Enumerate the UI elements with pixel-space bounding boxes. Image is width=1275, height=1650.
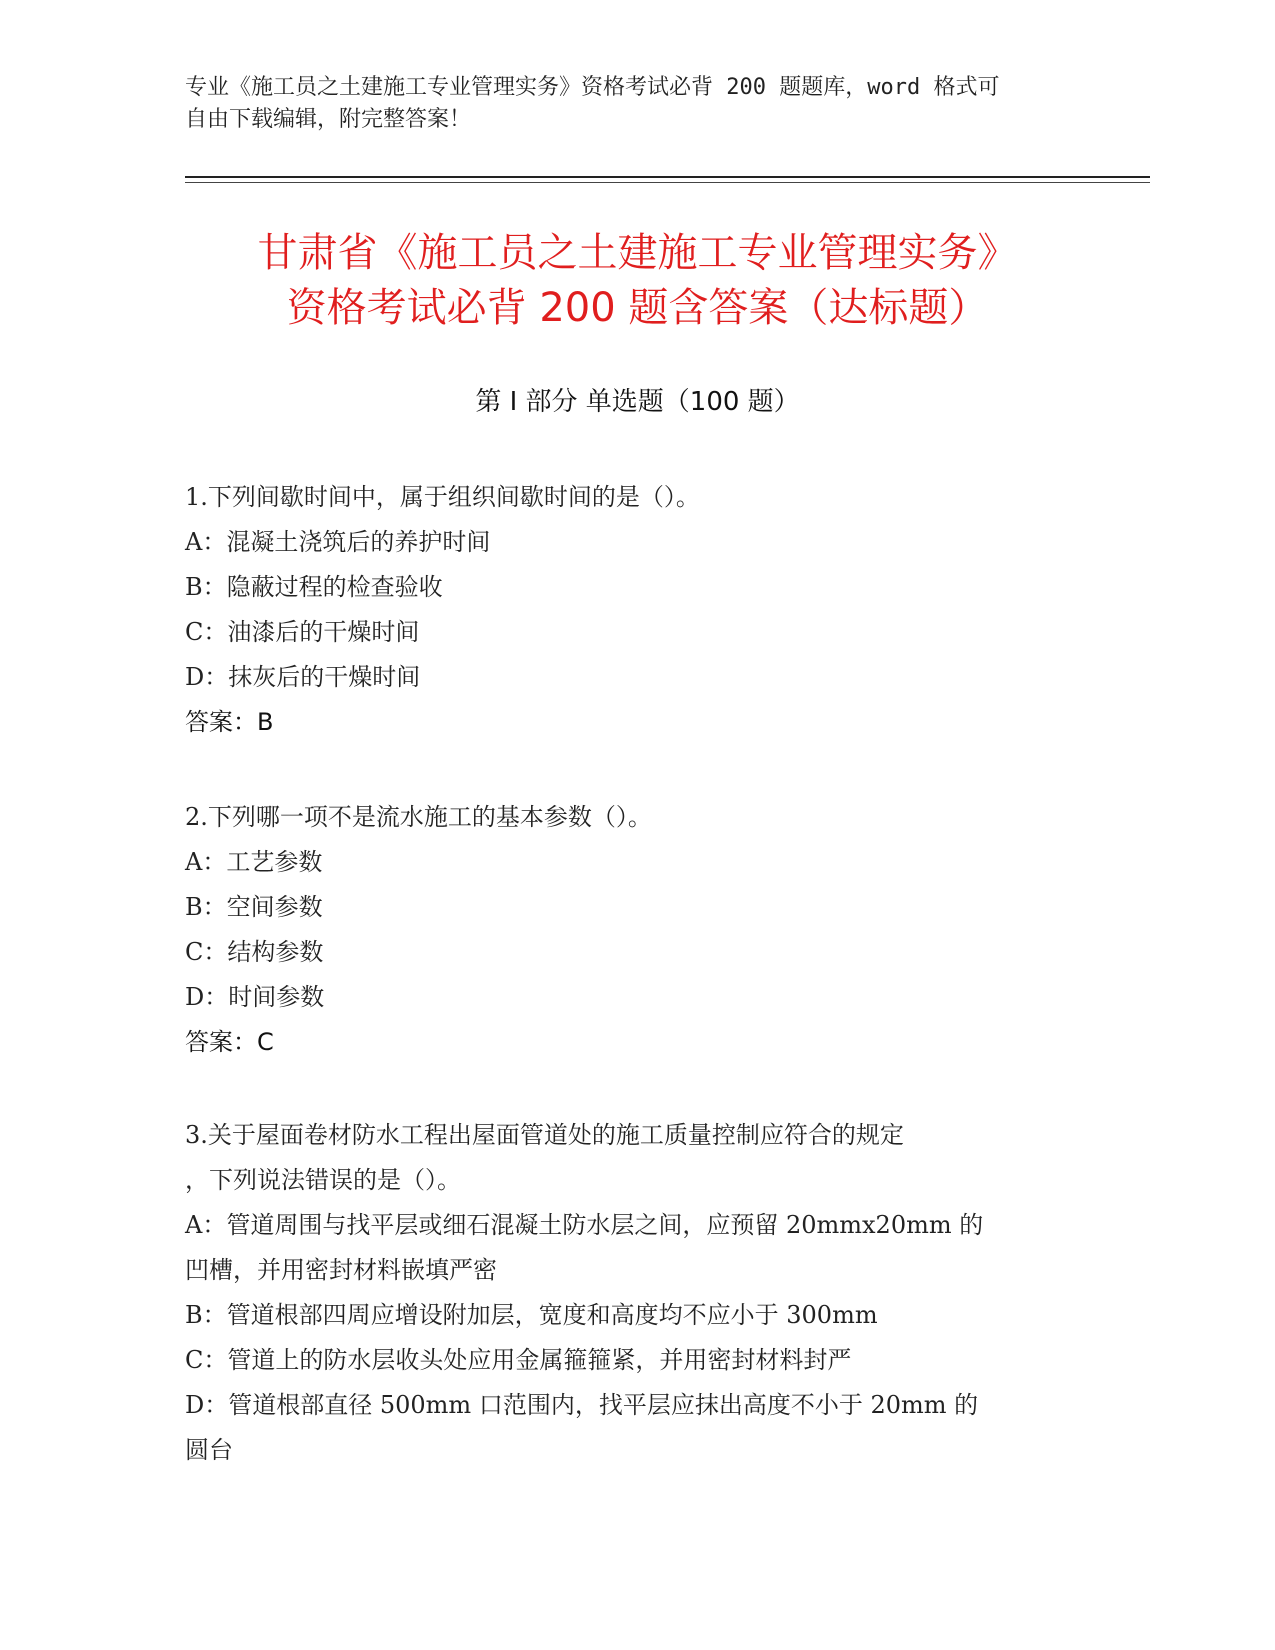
header-note-line: 专业《施工员之土建施工专业管理实务》资格考试必背 200 题题库，word 格式可: [185, 75, 1000, 100]
header-note: [185, 72, 1065, 136]
document-title: [160, 226, 1115, 336]
option-d: D：时间参数: [185, 983, 325, 1011]
question-stem: ，下列说法错误的是（）。: [185, 1166, 461, 1194]
option-b: B：管道根部四周应增设附加层，宽度和高度均不应小于 300mm: [185, 1301, 878, 1329]
header-divider-thin: [185, 182, 1150, 183]
option-d: D：管道根部直径 500mm 口范围内，找平层应抹出高度不小于 20mm 的: [185, 1391, 979, 1419]
question-stem: 3.关于屋面卷材防水工程出屋面管道处的施工质量控制应符合的规定: [185, 1121, 904, 1149]
option-d: 圆台: [185, 1436, 233, 1464]
header-note-line: 自由下载编辑，附完整答案！: [185, 107, 472, 132]
option-a: 凹槽，并用密封材料嵌填严密: [185, 1256, 497, 1284]
option-b: B：隐蔽过程的检查验收: [185, 573, 443, 601]
option-d: D：抹灰后的干燥时间: [185, 663, 421, 691]
option-a: A：混凝土浇筑后的养护时间: [185, 528, 491, 556]
option-a: A：管道周围与找平层或细石混凝土防水层之间，应预留 20mmx20mm 的: [185, 1211, 984, 1239]
question-block: [185, 1113, 1085, 1473]
header-divider-thick: [185, 176, 1150, 178]
option-b: B：空间参数: [185, 893, 323, 921]
answer-line: 答案：B: [185, 708, 274, 736]
question-block: [185, 475, 1085, 745]
option-c: C：结构参数: [185, 938, 324, 966]
option-a: A：工艺参数: [185, 848, 323, 876]
question-stem: 1.下列间歇时间中，属于组织间歇时间的是（）。: [185, 483, 700, 511]
question-block: [185, 795, 1085, 1065]
section-heading: 第 I 部分 单选题（100 题）: [475, 387, 800, 417]
option-c: C：管道上的防水层收头处应用金属箍箍紧，并用密封材料封严: [185, 1346, 852, 1374]
document-title-line: 甘肃省《施工员之土建施工专业管理实务》: [257, 230, 1018, 276]
answer-line: 答案：C: [185, 1028, 274, 1056]
question-stem: 2.下列哪一项不是流水施工的基本参数（）。: [185, 803, 652, 831]
option-c: C：油漆后的干燥时间: [185, 618, 420, 646]
document-title-line: 资格考试必背 200 题含答案（达标题）: [286, 285, 989, 331]
